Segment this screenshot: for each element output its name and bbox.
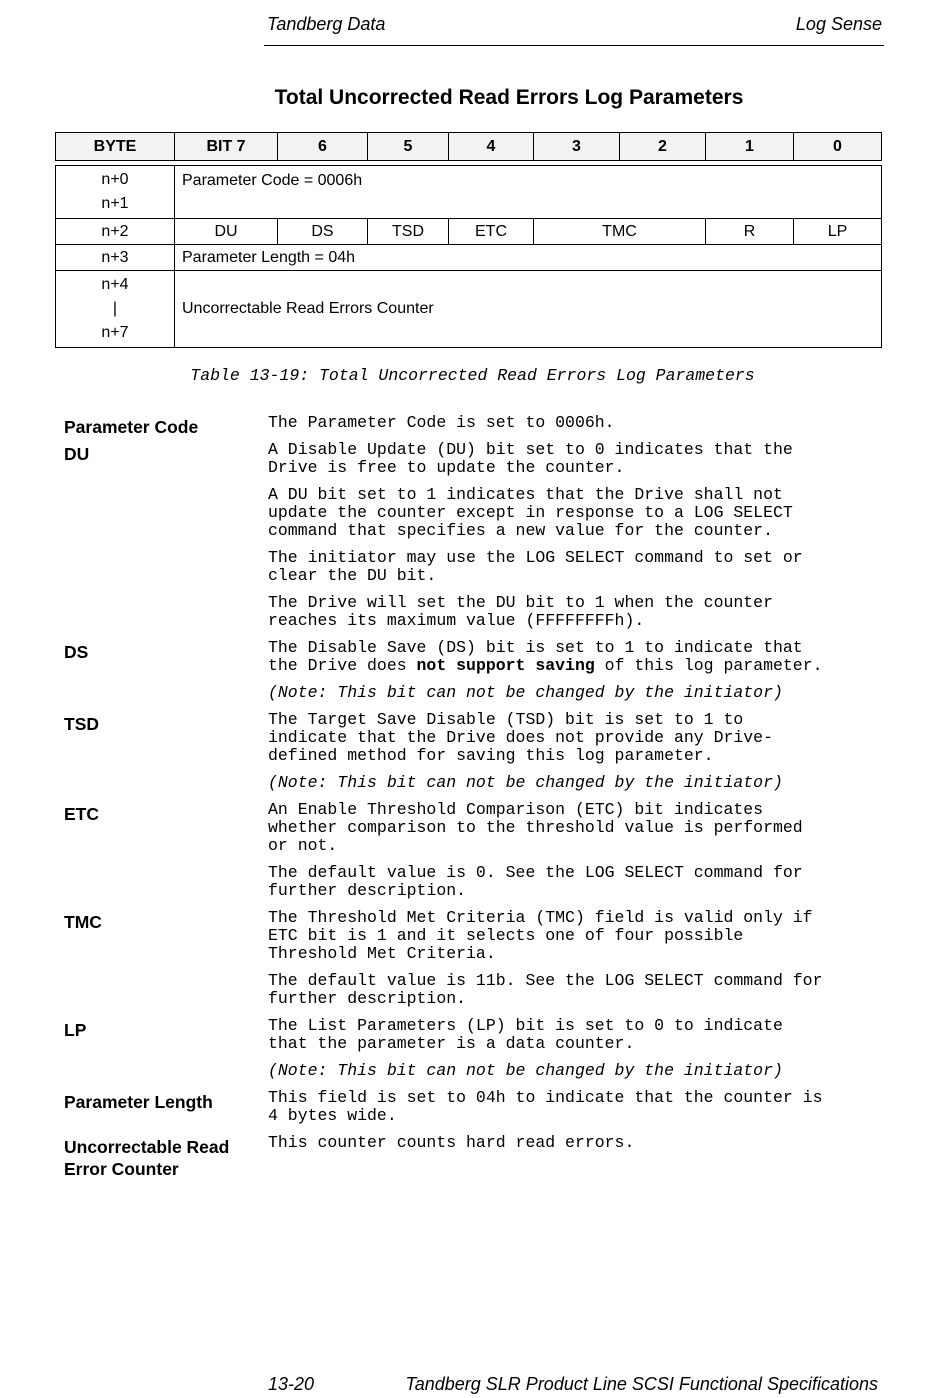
field-tsd: TSD [368, 219, 449, 245]
bit-header-cell: BIT 7 [175, 133, 278, 161]
definition-etc [64, 801, 884, 909]
byte-label: n+7 [101, 324, 129, 341]
note: (Note: This bit can not be changed by the initiator) [268, 683, 783, 702]
definitions-list [64, 414, 884, 1180]
header-right: Log Sense [795, 14, 882, 34]
description [268, 1134, 884, 1180]
parameter-code-cell: Parameter Code = 0006h [175, 166, 882, 219]
page-number: 13-20 [268, 1374, 315, 1394]
byte-cell: n+3 [56, 245, 175, 271]
paragraph: The List Parameters (LP) bit is set to 0 to indicate that the parameter is a data counter. [268, 1016, 783, 1053]
paragraph: The Threshold Met Criteria (TMC) field is valid only if ETC bit is 1 and it selects one of four possible Threshold Met Criteria. [268, 908, 813, 963]
table-row [56, 245, 882, 271]
paragraph: The Drive will set the DU bit to 1 when the counter reaches its maximum value (FFFFFFFFh). [268, 593, 773, 630]
note: (Note: This bit can not be changed by the initiator) [268, 773, 783, 792]
definition-du [64, 441, 884, 639]
page-title: Total Uncorrected Read Errors Log Parameters [274, 86, 744, 109]
parameter-length-cell: Parameter Length = 04h [175, 245, 882, 271]
byte-cell [56, 271, 175, 348]
byte-separator: | [112, 300, 118, 317]
term: TSD [64, 714, 99, 734]
description [268, 639, 884, 711]
definition-parameter-code [64, 414, 884, 441]
field-r: R [706, 219, 794, 245]
note: (Note: This bit can not be changed by the initiator) [268, 1061, 783, 1080]
field-tmc: TMC [534, 219, 706, 245]
bit-header-cell: 4 [449, 133, 534, 161]
term: DS [64, 642, 89, 662]
header-left: Tandberg Data [267, 14, 386, 34]
field-lp: LP [794, 219, 882, 245]
table-row [56, 219, 882, 245]
definition-tmc [64, 909, 884, 1017]
term-line: Error Counter [64, 1159, 179, 1179]
emphasis: not support saving [416, 656, 595, 675]
bit-header-cell: 3 [534, 133, 620, 161]
counter-cell: Uncorrectable Read Errors Counter [175, 271, 882, 348]
bit-header-cell: 6 [278, 133, 368, 161]
byte-label: n+4 [101, 276, 129, 293]
text-span: The Disable Save (DS) bit is set to 1 to indicate that the Drive does [268, 638, 803, 675]
term [64, 1134, 268, 1180]
paragraph: The Target Save Disable (TSD) bit is set to 1 to indicate that the Drive does not provide any Drive- defined method for saving this log parameter. [268, 710, 773, 765]
paragraph: The default value is 0. See the LOG SELECT command for further description. [268, 863, 803, 900]
paragraph [268, 639, 884, 675]
description [268, 1089, 884, 1134]
paragraph: The default value is 11b. See the LOG SELECT command for further description. [268, 971, 823, 1008]
table-row [56, 271, 882, 348]
term: LP [64, 1020, 87, 1040]
description [268, 1017, 884, 1089]
paragraph: The Parameter Code is set to 0006h. [268, 413, 615, 432]
bit-header-cell: BYTE [56, 133, 175, 161]
header-rule [264, 45, 884, 46]
paragraph: The initiator may use the LOG SELECT command to set or clear the DU bit. [268, 548, 803, 585]
field-ds: DS [278, 219, 368, 245]
bit-header-table [55, 132, 882, 161]
byte-cell [56, 166, 175, 219]
paragraph: This counter counts hard read errors. [268, 1133, 635, 1152]
term: TMC [64, 912, 102, 932]
table-row [56, 166, 882, 219]
description [268, 441, 884, 639]
parameter-table [55, 165, 882, 348]
term: DU [64, 444, 90, 464]
paragraph: A Disable Update (DU) bit set to 0 indicates that the Drive is free to update the counter. [268, 440, 793, 477]
text-span: of this log parameter. [594, 656, 823, 675]
bit-header-cell: 0 [794, 133, 882, 161]
description [268, 801, 884, 909]
definition-parameter-length [64, 1089, 884, 1134]
footer-title: Tandberg SLR Product Line SCSI Functional Specifications [405, 1374, 878, 1394]
definition-ds [64, 639, 884, 711]
term: ETC [64, 804, 99, 824]
definition-tsd [64, 711, 884, 801]
definition-uncorrectable-read-error-counter [64, 1134, 884, 1180]
paragraph: An Enable Threshold Comparison (ETC) bit indicates whether comparison to the threshold value is performed or not. [268, 800, 803, 855]
term: Parameter Length [64, 1092, 213, 1112]
description [268, 414, 884, 441]
byte-label: n+1 [101, 195, 129, 212]
byte-label: n+0 [101, 171, 129, 188]
description [268, 909, 884, 1017]
definition-lp [64, 1017, 884, 1089]
description [268, 711, 884, 801]
paragraph: A DU bit set to 1 indicates that the Drive shall not update the counter except in response to a LOG SELECT command that specifies a new value for the counter. [268, 485, 793, 540]
bit-header-cell: 1 [706, 133, 794, 161]
field-du: DU [175, 219, 278, 245]
field-etc: ETC [449, 219, 534, 245]
term-line: Uncorrectable Read [64, 1137, 230, 1157]
table-caption: Table 13-19: Total Uncorrected Read Errors Log Parameters [190, 366, 755, 385]
bit-header-row [56, 133, 882, 161]
bit-header-cell: 2 [620, 133, 706, 161]
term: Parameter Code [64, 417, 199, 437]
bit-header-cell: 5 [368, 133, 449, 161]
paragraph: This field is set to 04h to indicate that the counter is 4 bytes wide. [268, 1088, 823, 1125]
byte-cell: n+2 [56, 219, 175, 245]
